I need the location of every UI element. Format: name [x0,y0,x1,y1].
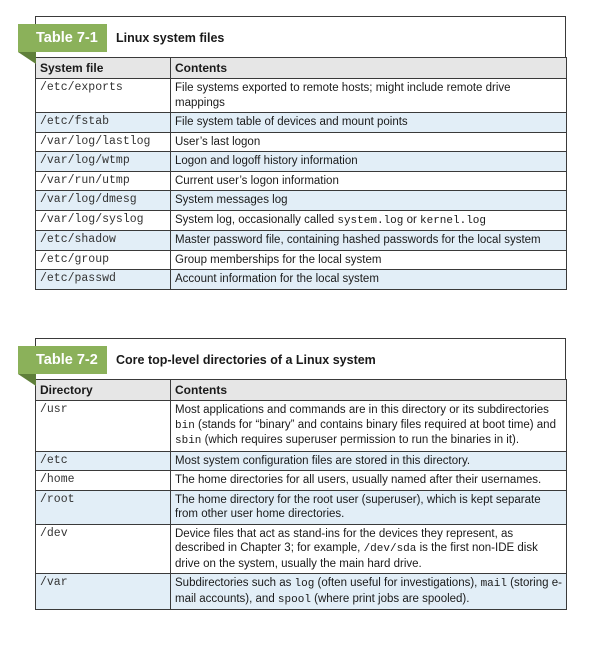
table-row [36,574,567,610]
code-term: spool [277,593,311,606]
contents-cell: Group memberships for the local system [171,250,567,270]
contents-text: (storing e-mail accounts), and [175,577,562,605]
table-7-1 [35,16,566,290]
file-path-cell: /etc/shadow [36,231,171,251]
table-caption [36,17,565,57]
contents-text: (which requires superuser permission to run the binaries in it). [201,434,520,446]
table-title: Core top-level directories of a Linux system [116,353,376,367]
table-row [36,401,567,452]
file-path-cell: /etc/fstab [36,113,171,133]
contents-cell [171,524,567,574]
table-row [36,79,567,113]
directory-cell: /etc [36,451,171,471]
table-row [36,471,567,491]
contents-cell [171,401,567,452]
contents-cell: Account information for the local system [171,270,567,290]
contents-cell: Most system configuration files are stored in this directory. [171,451,567,471]
table-row [36,270,567,290]
code-term: bin [175,419,195,432]
file-path-cell: /var/log/lastlog [36,132,171,152]
contents-text: is the first non-IDE disk drive on the system, usually the main hard drive. [175,542,538,570]
contents-text: Most applications and commands are in this directory or its subdirectories [175,404,549,416]
code-term: mail [480,578,507,590]
directory-cell: /usr [36,401,171,452]
column-header-directory: Directory [36,380,171,401]
directory-cell: /home [36,471,171,491]
contents-cell: Master password file, containing hashed passwords for the local system [171,231,567,251]
code-filename: kernel.log [420,214,487,227]
table-number-badge: Table 7-1 [18,24,107,52]
table-7-2 [35,338,566,610]
table-row [36,490,567,524]
table-row [36,113,567,133]
badge-fold-decoration [18,374,36,386]
table-row [36,524,567,574]
table-caption-frame [35,338,566,379]
code-term: sbin [175,435,202,447]
contents-cell: User’s last logon [171,132,567,152]
contents-text: Subdirectories such as [175,577,295,589]
table-number-badge: Table 7-2 [18,346,107,374]
file-path-cell: /var/log/wtmp [36,152,171,172]
badge-fold-decoration [18,52,36,64]
column-header-system-file: System file [36,58,171,79]
contents-cell: Logon and logoff history information [171,152,567,172]
code-term: /dev/sda [363,543,417,555]
directory-cell: /dev [36,524,171,574]
column-header-contents: Contents [171,58,567,79]
contents-cell: Current user’s logon information [171,171,567,191]
file-path-cell: /var/log/dmesg [36,191,171,211]
contents-text: (often useful for investigations), [314,577,481,589]
table-row [36,250,567,270]
file-path-cell: /etc/group [36,250,171,270]
contents-cell [171,210,567,231]
contents-text: (where print jobs are spooled). [310,592,470,605]
contents-cell: File system table of devices and mount points [171,113,567,133]
table-row [36,451,567,471]
directory-cell: /var [36,574,171,610]
file-path-cell: /etc/exports [36,79,171,113]
contents-cell: The home directory for the root user (superuser), which is kept separate from other user home directories. [171,490,567,524]
file-path-cell: /etc/passwd [36,270,171,290]
file-path-cell: /var/log/syslog [36,210,171,231]
code-term: log [294,578,315,590]
table-row [36,152,567,172]
directory-cell: /root [36,490,171,524]
table-row [36,210,567,231]
file-path-cell: /var/run/utmp [36,171,171,191]
table-row [36,171,567,191]
contents-text: Device files that act as stand-ins for the devices they represent, as described in Chapter 3; for example, [175,527,514,554]
linux-system-files-table [35,57,567,290]
contents-cell [171,574,567,610]
linux-directories-table [35,379,567,610]
contents-cell: System messages log [171,191,567,211]
code-filename: system.log [337,214,404,227]
contents-text: System log, occasionally called [175,213,338,226]
column-header-contents: Contents [171,380,567,401]
table-caption-frame [35,16,566,57]
table-row [36,191,567,211]
contents-cell: The home directories for all users, usually named after their usernames. [171,471,567,491]
contents-text: or [403,213,420,226]
contents-cell: File systems exported to remote hosts; might include remote drive mappings [171,79,567,113]
table-row [36,231,567,251]
table-title: Linux system files [116,31,225,45]
table-caption [36,339,565,379]
contents-text: (stands for “binary” and contains binary files required at boot time) and [194,418,556,431]
table-row [36,132,567,152]
